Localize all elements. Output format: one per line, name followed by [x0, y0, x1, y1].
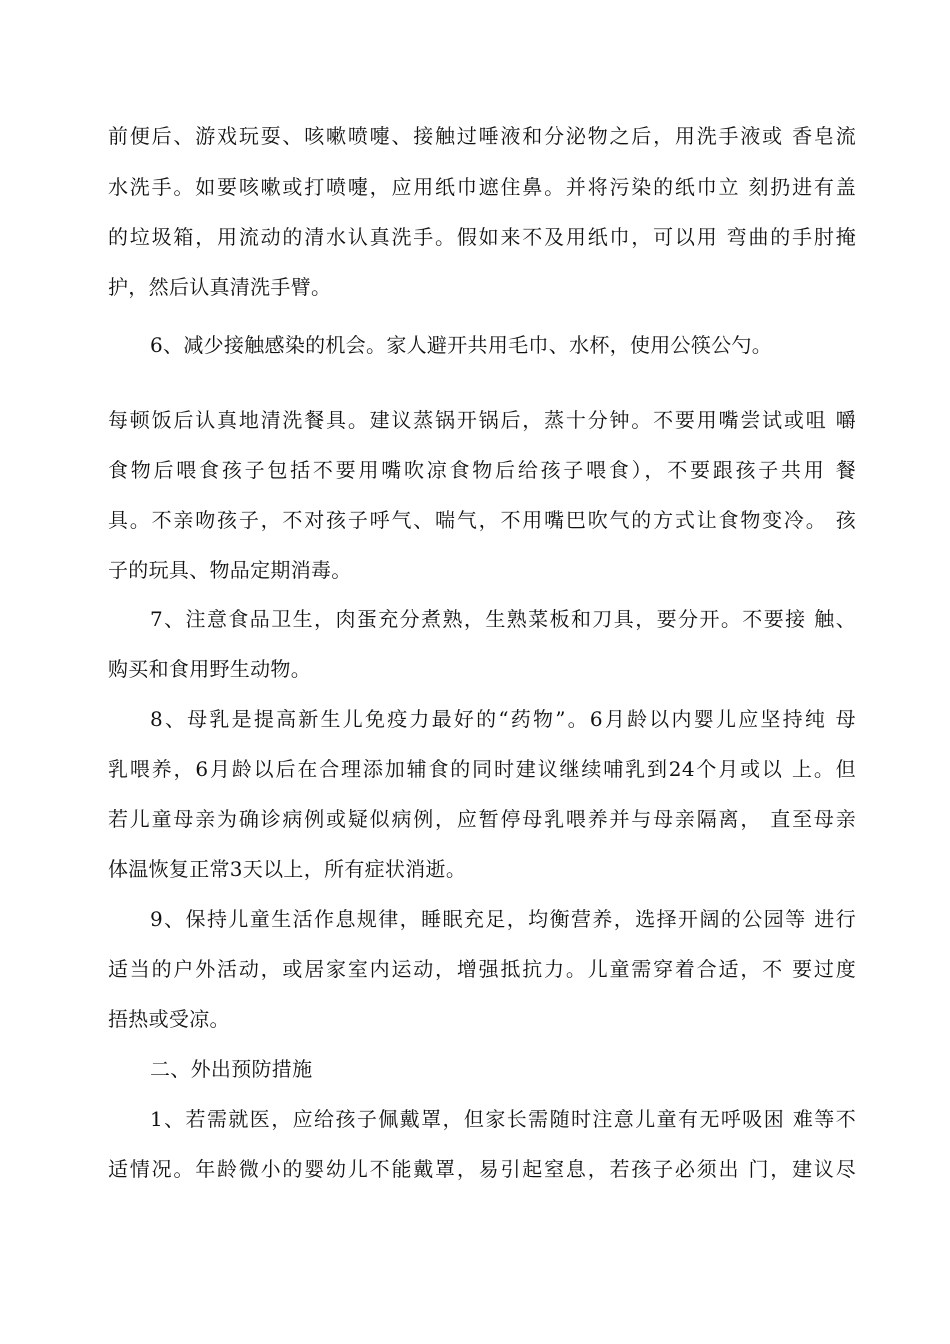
text-line: 若儿童母亲为确诊病例或疑似病例，应暂停母乳喂养并与母亲隔离， 直至母亲	[108, 807, 856, 831]
text-line: 适当的户外活动，或居家室内运动，增强抵抗力。儿童需穿着合适，不 要过度	[108, 957, 856, 981]
text-line: 子的玩具、物品定期消毒。	[108, 558, 352, 582]
section-heading: 二、外出预防措施	[150, 1057, 313, 1081]
text-line: 的垃圾箱，用流动的清水认真洗手。假如来不及用纸巾，可以用 弯曲的手肘掩	[108, 225, 856, 249]
paragraph-heading: 6、减少接触感染的机会。家人避开共用毛巾、水杯，使用公筷公勺。	[150, 333, 773, 357]
text-line: 护，然后认真清洗手臂。	[108, 275, 332, 299]
text-line: 1、若需就医，应给孩子佩戴罩，但家长需随时注意儿童有无呼吸困 难等不	[150, 1107, 856, 1131]
text-line: 体温恢复正常3天以上，所有症状消逝。	[108, 857, 467, 881]
text-line: 适情况。年龄微小的婴幼儿不能戴罩，易引起窒息，若孩子必须出 门，建议尽	[108, 1157, 856, 1181]
text-line: 食物后喂食孩子包括不要用嘴吹凉食物后给孩子喂食），不要跟孩子共用 餐	[108, 458, 856, 482]
text-line: 7、注意食品卫生，肉蛋充分煮熟，生熟菜板和刀具，要分开。不要接 触、	[150, 607, 856, 631]
text-line: 9、保持儿童生活作息规律，睡眠充足，均衡营养，选择开阔的公园等 进行	[150, 907, 856, 931]
text-line: 每顿饭后认真地清洗餐具。建议蒸锅开锅后，蒸十分钟。不要用嘴尝试或咀 嚼	[108, 408, 856, 432]
text-line: 捂热或受凉。	[108, 1007, 230, 1031]
text-line: 水洗手。如要咳嗽或打喷嚏，应用纸巾遮住鼻。并将污染的纸巾立 刻扔进有盖	[108, 175, 856, 199]
text-line: 8、母乳是提高新生儿免疫力最好的“药物”。6月龄以内婴儿应坚持纯 母	[150, 707, 856, 731]
text-line: 购买和食用野生动物。	[108, 657, 311, 681]
text-line: 乳喂养，6月龄以后在合理添加辅食的同时建议继续哺乳到24个月或以 上。但	[108, 757, 856, 781]
text-line: 具。不亲吻孩子，不对孩子呼气、喘气，不用嘴巴吹气的方式让食物变冷。 孩	[108, 508, 856, 532]
text-line: 前便后、游戏玩耍、咳嗽喷嚏、接触过唾液和分泌物之后，用洗手液或 香皂流	[108, 124, 856, 148]
